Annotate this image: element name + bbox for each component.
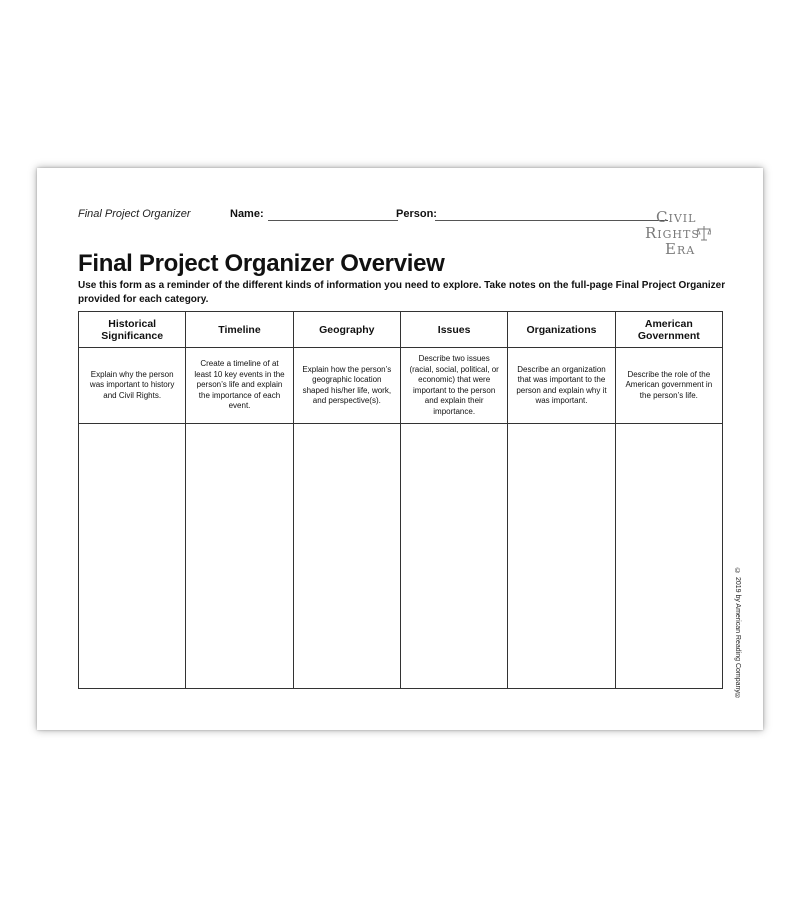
notes-row	[79, 424, 723, 689]
column-heading: Historical Significance	[79, 312, 186, 348]
column-heading: Timeline	[186, 312, 293, 348]
person-label: Person:	[396, 208, 437, 220]
column-heading: American Government	[615, 312, 722, 348]
notes-cell[interactable]	[615, 424, 722, 689]
logo-line-3: Era	[665, 240, 696, 258]
name-label: Name:	[230, 208, 264, 220]
notes-cell[interactable]	[79, 424, 186, 689]
column-description: Explain how the person’s geographic location shaped his/her life, work, and perspective(s).	[293, 348, 400, 424]
page-title: Final Project Organizer Overview	[78, 250, 445, 277]
logo-line-1: Civil	[656, 208, 697, 226]
notes-cell[interactable]	[400, 424, 507, 689]
scales-of-justice-icon	[697, 225, 711, 241]
column-description: Describe two issues (racial, social, political, or economic) that were important to the person and explain their importance.	[400, 348, 507, 424]
copyright-notice: © 2019 by American Reading Company®	[734, 568, 741, 700]
worksheet-page	[37, 168, 763, 730]
column-description: Create a timeline of at least 10 key events in the person’s life and explain the importance of each event.	[186, 348, 293, 424]
name-field-line	[268, 220, 398, 221]
notes-cell[interactable]	[508, 424, 615, 689]
column-heading: Geography	[293, 312, 400, 348]
column-description: Explain why the person was important to history and Civil Rights.	[79, 348, 186, 424]
header-row	[78, 208, 638, 224]
logo-line-2: Rights	[645, 224, 700, 242]
heading-row	[79, 312, 723, 348]
person-field-line	[435, 220, 668, 221]
organizer-table	[78, 311, 723, 689]
notes-cell[interactable]	[293, 424, 400, 689]
civil-rights-era-logo	[637, 208, 732, 260]
column-heading: Issues	[400, 312, 507, 348]
column-description: Describe the role of the American government in the person’s life.	[615, 348, 722, 424]
column-heading: Organizations	[508, 312, 615, 348]
notes-cell[interactable]	[186, 424, 293, 689]
description-row	[79, 348, 723, 424]
column-description: Describe an organization that was important to the person and explain why it was important.	[508, 348, 615, 424]
instructions: Use this form as a reminder of the different kinds of information you need to explore. Take notes on the full-page Final Project Organizer provided for each category.	[78, 280, 726, 305]
form-title: Final Project Organizer	[78, 208, 191, 220]
